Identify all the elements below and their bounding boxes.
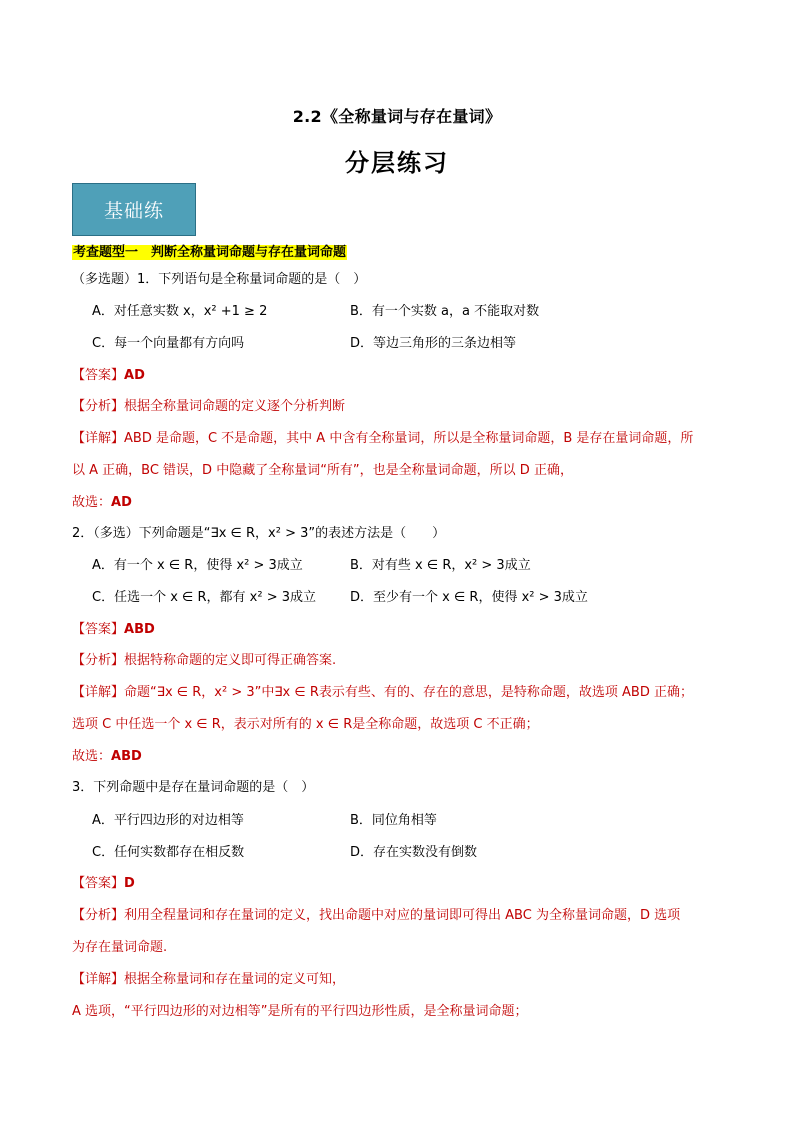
q1-analysis-text: 根据全称量词命题的定义逐个分析判断 — [124, 399, 346, 414]
q2-analysis-label: 【分析】 — [72, 653, 125, 668]
section-heading — [72, 243, 347, 263]
q1-analysis-label: 【分析】 — [72, 399, 125, 414]
q2-conclusion — [72, 747, 142, 767]
level-badge: 基础练 — [72, 183, 196, 236]
q3-detail-2: A 选项，“平行四边形的对边相等”是所有的平行四边形性质，是全称量词命题； — [72, 1004, 528, 1019]
q3-option-c: C．任何实数都存在相反数 — [92, 845, 245, 860]
q2-option-b: B．对有些 x ∈ R，x² > 3成立 — [350, 558, 531, 573]
q3-analysis-text-1: 利用全程量词和存在量词的定义，找出命题中对应的量词即可得出 ABC 为全称量词命题，D 选项 — [124, 908, 681, 923]
q3-detail-1 — [72, 970, 345, 990]
q1-detail-1 — [72, 429, 693, 449]
q3-answer-label: 【答案】 — [72, 876, 125, 891]
q3-option-d: D．存在实数没有倒数 — [350, 845, 478, 860]
q1-option-a: A．对任意实数 x，x² +1 ≥ 2 — [92, 304, 268, 319]
q2-option-c: C．任选一个 x ∈ R，都有 x² > 3成立 — [92, 590, 316, 605]
q1-conclusion-label: 故选： — [72, 495, 112, 510]
q2-analysis-text: 根据特称命题的定义即可得正确答案. — [124, 653, 337, 668]
q1-detail-label: 【详解】 — [72, 431, 125, 446]
q1-detail-text-1: ABD 是命题，C 不是命题，其中 A 中含有全称量词，所以是全称量词命题，B 是存在量词命题，所 — [124, 431, 694, 446]
q1-conclusion-value: AD — [111, 495, 132, 510]
q1-option-d: D．等边三角形的三条边相等 — [350, 336, 517, 351]
q1-option-c: C．每一个向量都有方向吗 — [92, 336, 245, 351]
q3-option-b: B．同位角相等 — [350, 813, 437, 828]
q3-answer-value: D — [124, 876, 135, 891]
q2-detail-text-1: 命题“∃x ∈ R，x² > 3”中∃x ∈ R表示有些、有的、存在的意思，是特称命题，故选项 ABD 正确； — [124, 685, 693, 700]
q1-analysis — [72, 397, 345, 417]
q1-conclusion — [72, 493, 132, 513]
q3-stem: 3．下列命题中是存在量词命题的是（ ） — [72, 780, 315, 795]
q2-option-a: A．有一个 x ∈ R，使得 x² > 3成立 — [92, 558, 303, 573]
q3-answer — [72, 874, 135, 894]
q1-option-b: B．有一个实数 a，a 不能取对数 — [350, 304, 540, 319]
q3-analysis-1 — [72, 906, 680, 926]
q2-stem: 2．（多选）下列命题是“∃x ∈ R，x² > 3”的表述方法是（ ） — [72, 526, 446, 541]
q2-detail-2: 选项 C 中任选一个 x ∈ R，表示对所有的 x ∈ R是全称命题，故选项 C 不正确； — [72, 717, 539, 732]
document-title: 2.2《全称量词与存在量词》 — [292, 107, 502, 126]
q1-stem: （多选题）1．下列语句是全称量词命题的是（ ） — [72, 272, 367, 287]
q2-conclusion-value: ABD — [111, 749, 142, 764]
section-label: 考查题型一 判断全称量词命题与存在量词命题 — [73, 245, 347, 260]
q3-analysis-2: 为存在量词命题. — [72, 940, 168, 955]
q3-detail-label: 【详解】 — [72, 972, 125, 987]
document-subtitle: 分层练习 — [345, 148, 449, 177]
q2-answer-label: 【答案】 — [72, 622, 125, 637]
q2-detail-label: 【详解】 — [72, 685, 125, 700]
q3-detail-text-1: 根据全称量词和存在量词的定义可知， — [124, 972, 346, 987]
q2-detail-1 — [72, 683, 693, 703]
q1-answer — [72, 366, 145, 386]
q2-conclusion-label: 故选： — [72, 749, 112, 764]
q2-answer — [72, 620, 155, 640]
q1-answer-label: 【答案】 — [72, 368, 125, 383]
q2-answer-value: ABD — [124, 622, 155, 637]
q1-detail-2: 以 A 正确，BC 错误，D 中隐藏了全称量词“所有”，也是全称量词命题，所以 D 正确， — [72, 463, 573, 478]
q3-option-a: A．平行四边形的对边相等 — [92, 813, 244, 828]
q2-option-d: D．至少有一个 x ∈ R，使得 x² > 3成立 — [350, 590, 588, 605]
q3-analysis-label: 【分析】 — [72, 908, 125, 923]
q2-analysis — [72, 651, 336, 671]
q1-answer-value: AD — [124, 368, 145, 383]
